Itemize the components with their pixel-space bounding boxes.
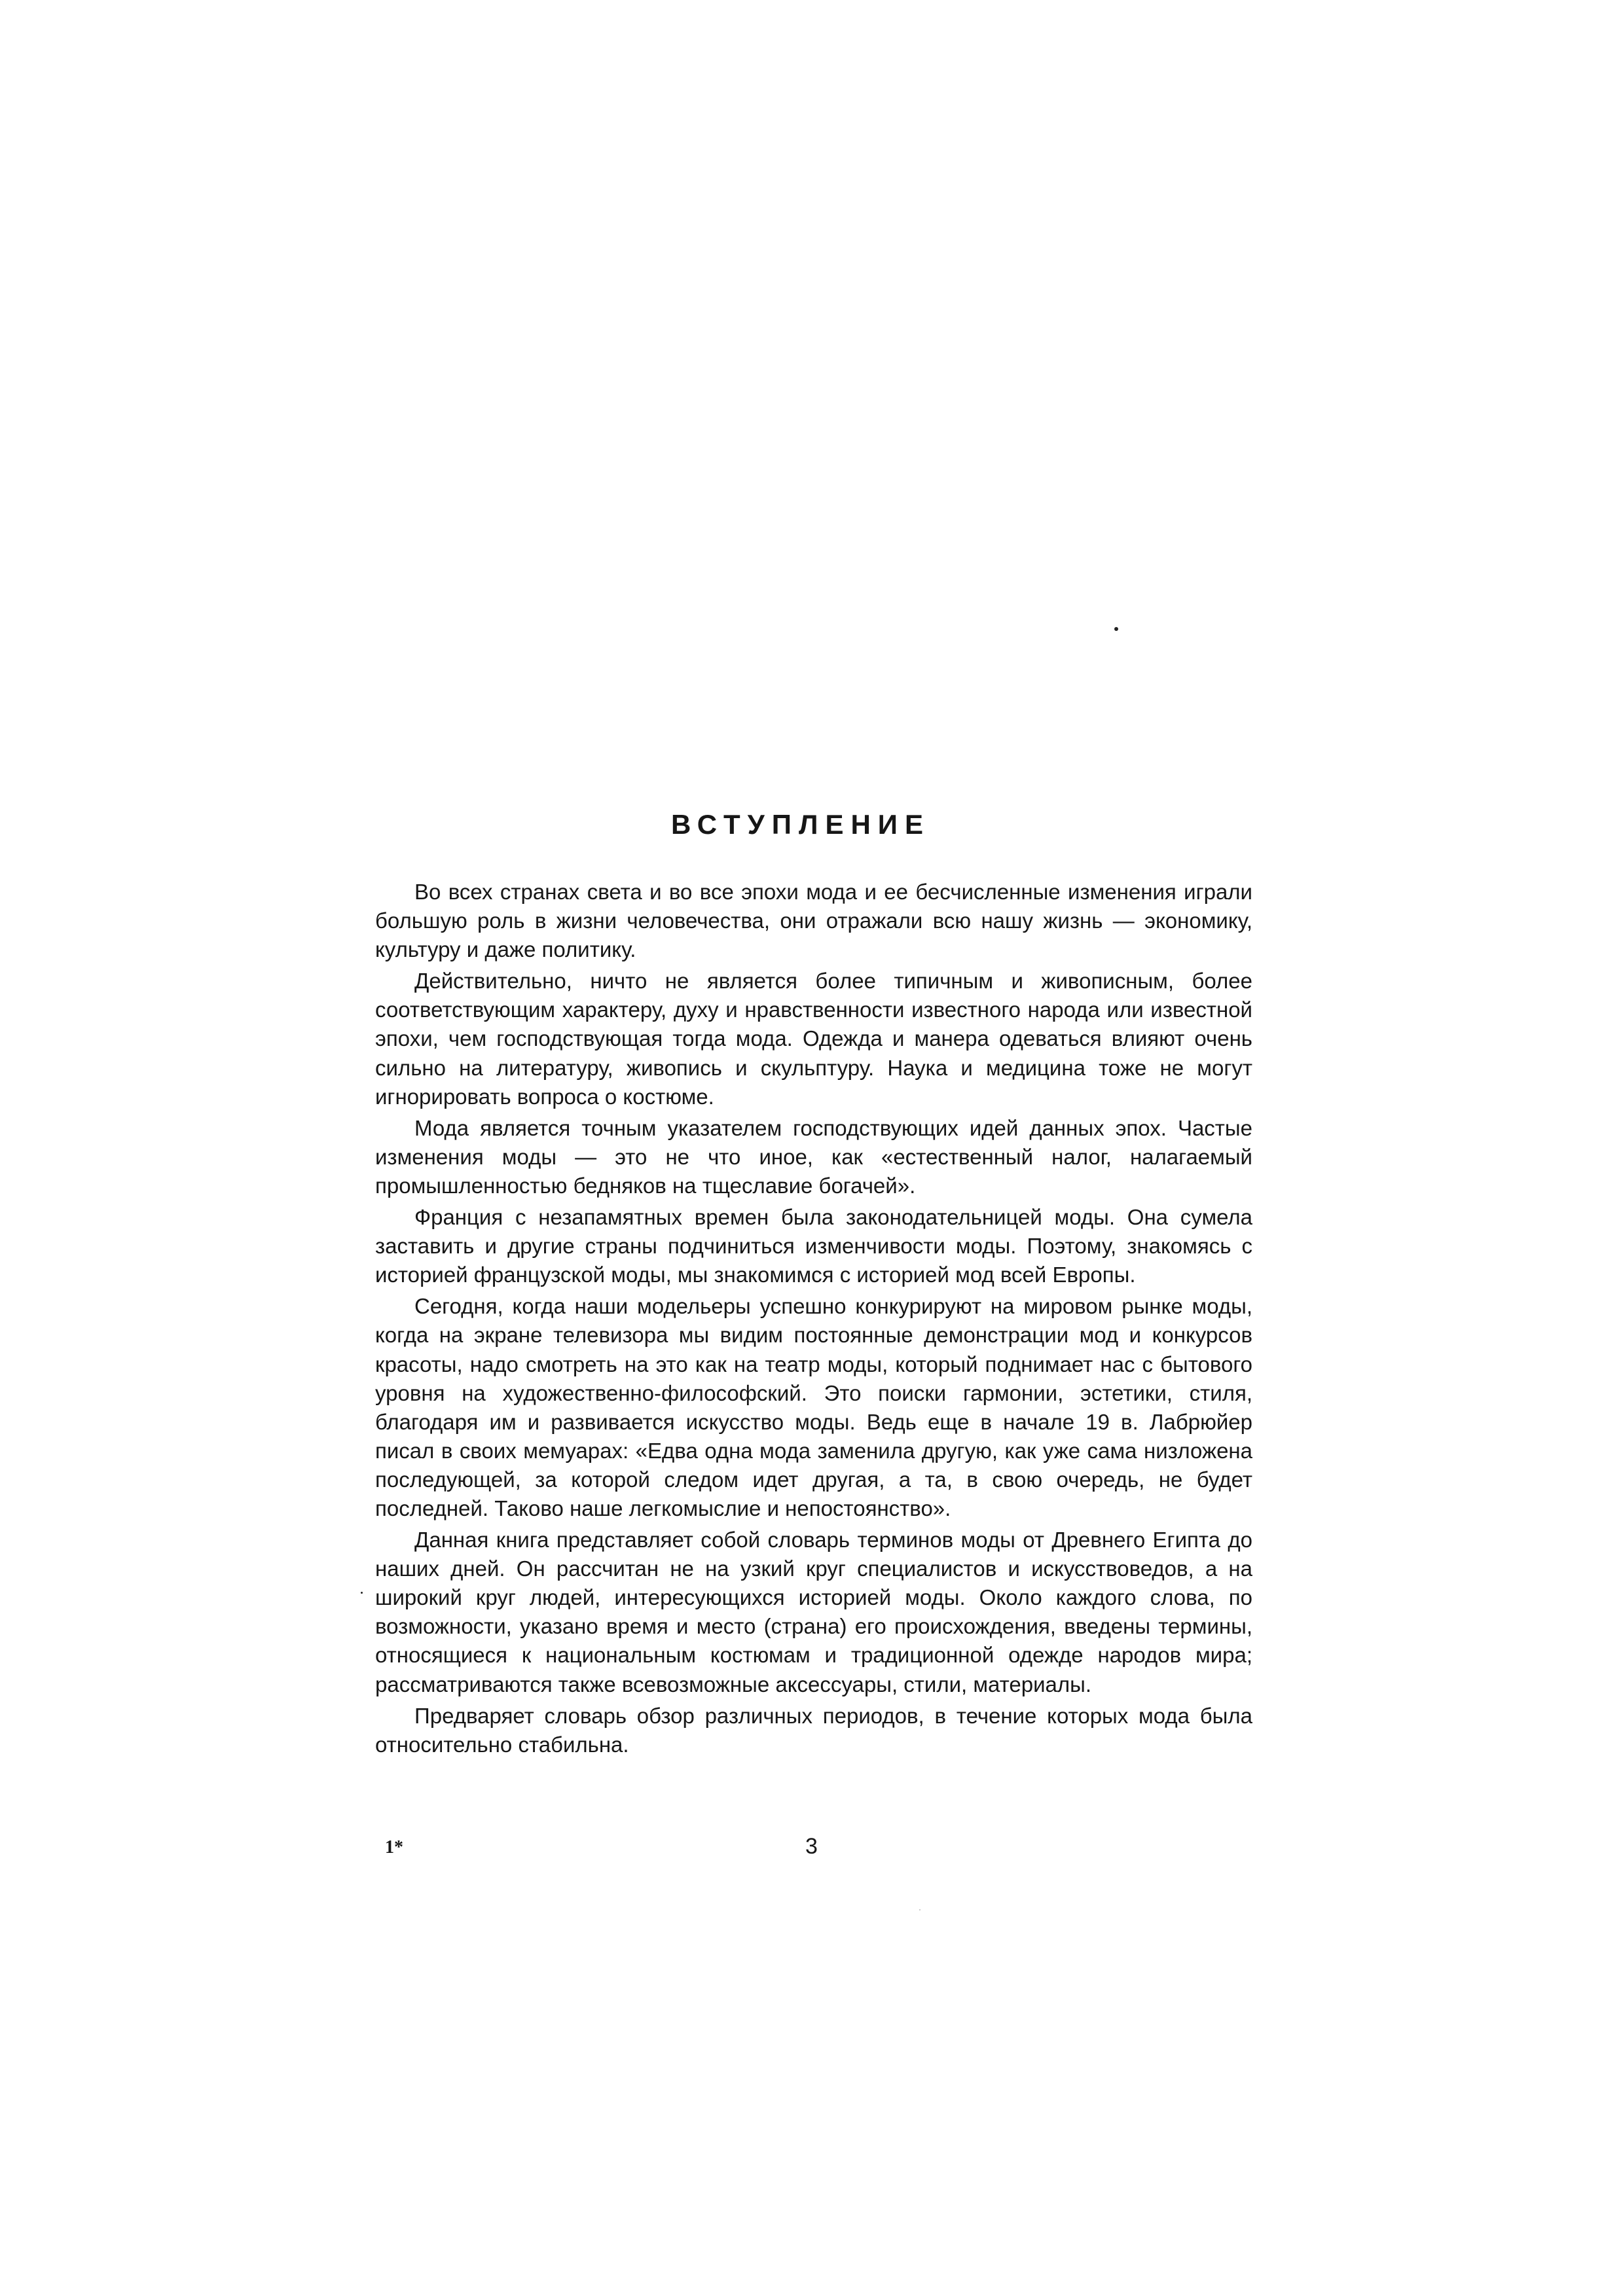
signature-mark: 1* — [385, 1837, 403, 1857]
paragraph: Франция с незапамятных времен была законодательницей моды. Она сумела заставить и другие страны подчиниться изменчивости моды. Поэтому, знакомясь с историей французской моды, мы знакомимся с историей мод всей Европы. — [375, 1205, 1252, 1287]
scan-speck — [361, 1592, 363, 1594]
page-title: ВСТУПЛЕНИЕ — [671, 809, 931, 840]
paragraph: Данная книга представляет собой словарь терминов моды от Древнего Египта до наших дней. Он рассчитан не на узкий круг специалистов и искусствоведов, а на широкий круг людей, интересующихся историей моды. Около каждого слова, по возможности, указано время и место (страна) его происхождения, введены термины, относящиеся к национальным костюмам и традиционной одежде народов мира; рассматриваются также всевозможные аксессуары, стили, материалы. — [375, 1528, 1252, 1696]
paragraph: Мода является точным указателем господствующих идей данных эпох. Частые изменения моды — это не что иное, как «естественный налог, налагаемый промышленностью бедняков на тщеславие богачей». — [375, 1115, 1252, 1198]
scan-speck — [919, 1909, 921, 1910]
body-text — [375, 878, 1252, 1759]
scan-speck — [1114, 627, 1118, 631]
page-number: 3 — [805, 1834, 818, 1859]
paragraph: Во всех странах света и во все эпохи мода и ее бесчисленные изменения играли большую роль в жизни человечества, они отражали всю нашу жизнь — экономику, культуру и даже политику. — [375, 880, 1252, 962]
paragraph: Сегодня, когда наши модельеры успешно конкурируют на мировом рынке моды, когда на экране телевизора мы видим постоянные демонстрации мод и конкурсов красоты, надо смотреть на это как на театр моды, который поднимает нас с бытового уровня на художественно-философский. Это поиски гармонии, эстетики, стиля, благодаря им и развивается искусство моды. Ведь еще в начале 19 в. Лабрюйер писал в своих мемуарах: «Едва одна мода заменила другую, как уже сама низложена последующей, за которой следом идет другая, а та, в свою очередь, не будет последней. Таково наше легкомыслие и непостоянство». — [375, 1294, 1252, 1520]
paragraph: Предваряет словарь обзор различных периодов, в течение которых мода была относительно стабильна. — [375, 1703, 1252, 1757]
paragraph: Действительно, ничто не является более типичным и живописным, более соответствующим характеру, духу и нравственности известного народа или известной эпохи, чем господствующая тогда мода. Одежда и манера одеваться влияют очень сильно на литературу, живопись и скульптуру. Наука и медицина тоже не могут игнорировать вопроса о костюме. — [375, 969, 1252, 1109]
